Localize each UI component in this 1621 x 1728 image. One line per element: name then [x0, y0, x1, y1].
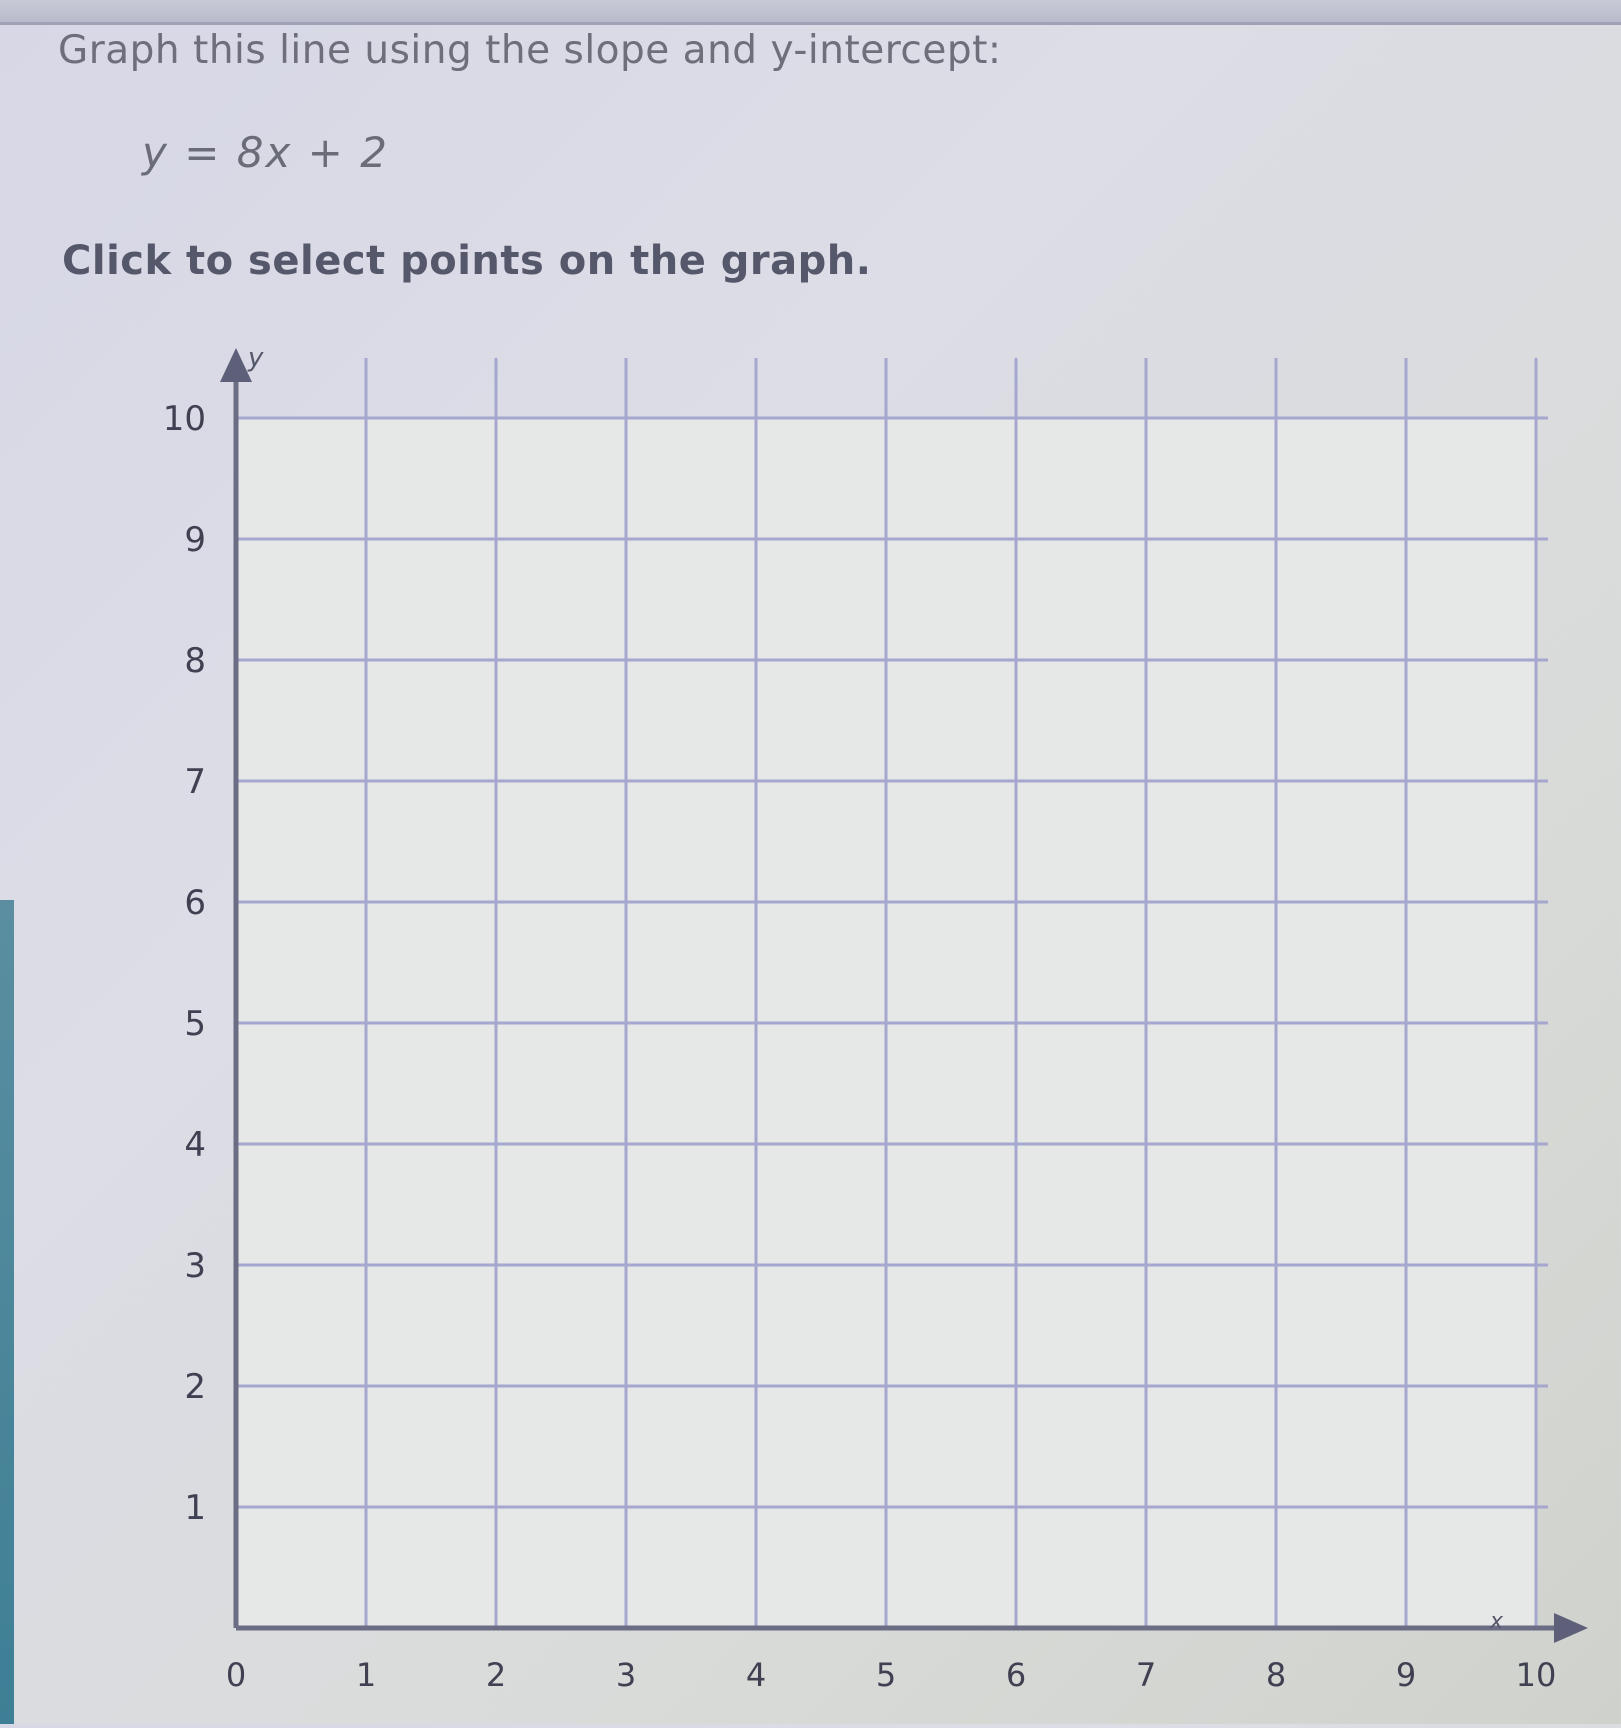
x-tick-label: 10 [1515, 1656, 1557, 1694]
y-tick-label: 2 [184, 1367, 206, 1407]
x-tick-label: 0 [225, 1656, 247, 1694]
x-tick-label: 7 [1135, 1656, 1157, 1694]
x-tick-labels [226, 1656, 1557, 1694]
y-tick-label: 1 [184, 1488, 206, 1528]
instruction-text: Click to select points on the graph. [62, 238, 872, 284]
equation-text: y = 8x + 2 [142, 128, 389, 177]
y-tick-label: 10 [162, 399, 206, 439]
x-tick-label: 4 [745, 1656, 767, 1694]
y-tick-labels [163, 399, 206, 1528]
y-tick-label: 8 [184, 641, 206, 681]
x-axis-arrow-icon [1554, 1613, 1588, 1643]
y-tick-label: 6 [184, 883, 206, 923]
x-tick-label: 2 [485, 1656, 507, 1694]
y-tick-label: 3 [184, 1246, 206, 1286]
y-tick-label: 7 [184, 762, 206, 802]
x-tick-label: 1 [355, 1656, 377, 1694]
y-tick-label: 5 [184, 1004, 206, 1044]
y-axis-label: y [248, 343, 264, 373]
x-tick-label: 5 [875, 1656, 897, 1694]
x-tick-label: 9 [1395, 1656, 1417, 1694]
x-tick-label: 6 [1005, 1656, 1027, 1694]
x-tick-label: 3 [615, 1656, 637, 1694]
question-prompt: Graph this line using the slope and y-intercept: [58, 28, 1002, 73]
y-tick-label: 4 [184, 1125, 206, 1165]
x-axis-label: x [1490, 1609, 1504, 1634]
x-tick-label: 8 [1265, 1656, 1287, 1694]
y-tick-label: 9 [184, 520, 206, 560]
